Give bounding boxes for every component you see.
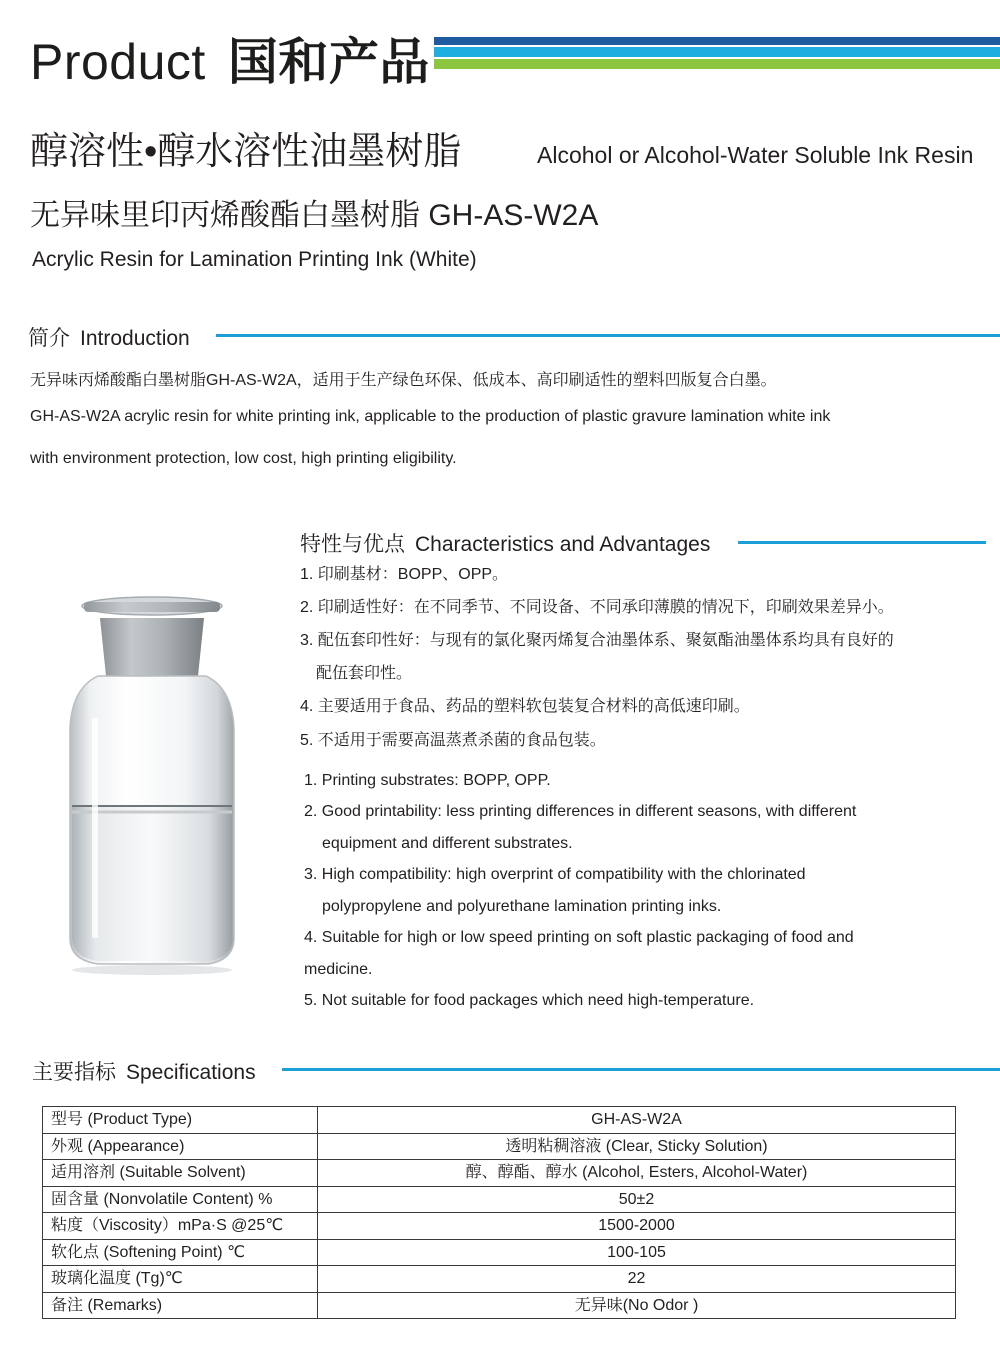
intro-text-en-2: with environment protection, low cost, high printing eligibility.: [30, 450, 457, 467]
table-row: [43, 1107, 956, 1134]
spec-key: 玻璃化温度 (Tg)℃: [43, 1266, 318, 1293]
spec-value: GH-AS-W2A: [318, 1107, 956, 1134]
feature-en-line: 3. High compatibility: high overprint of compatibility with the chlorinated: [304, 866, 806, 883]
specs-heading: [32, 1056, 256, 1086]
table-row: [43, 1186, 956, 1213]
specs-heading-rule: [282, 1068, 1000, 1071]
intro-heading-en: Introduction: [80, 327, 190, 350]
product-name-en: Acrylic Resin for Lamination Printing Ink (White): [32, 248, 477, 271]
spec-value: 醇、醇酯、醇水 (Alcohol, Esters, Alcohol-Water): [318, 1160, 956, 1187]
features-heading-rule: [738, 541, 986, 544]
spec-key: 备注 (Remarks): [43, 1292, 318, 1319]
feature-en-line: 2. Good printability: less printing differences in different seasons, with different: [304, 803, 857, 820]
table-row: [43, 1213, 956, 1240]
category-cn: 醇溶性•醇水溶性油墨树脂: [30, 131, 462, 173]
feature-cn-line: 1. 印刷基材：BOPP、OPP。: [300, 566, 509, 583]
table-row: [43, 1133, 956, 1160]
feature-cn-line: 5. 不适用于需要高温蒸煮杀菌的食品包装。: [300, 732, 606, 749]
feature-en-line: 4. Suitable for high or low speed printing on soft plastic packaging of food and: [304, 929, 854, 946]
intro-heading-cn: 简介: [28, 327, 70, 350]
table-row: [43, 1160, 956, 1187]
title-cn: 国和产品: [227, 34, 430, 90]
feature-cn-line: 4. 主要适用于食品、药品的塑料软包装复合材料的高低速印刷。: [300, 698, 750, 715]
header-stripe-green: [434, 59, 1000, 69]
features-heading-cn: 特性与优点: [300, 533, 405, 556]
feature-cn-line: 2. 印刷适性好：在不同季节、不同设备、不同承印薄膜的情况下，印刷效果差异小。: [300, 599, 894, 616]
bottle-illustration: [58, 588, 248, 978]
page-title: [30, 22, 430, 94]
features-heading: [300, 528, 710, 558]
table-row: [43, 1266, 956, 1293]
specs-table: [42, 1106, 956, 1319]
spec-key: 外观 (Appearance): [43, 1133, 318, 1160]
spec-value: 50±2: [318, 1186, 956, 1213]
intro-text-cn: 无异味丙烯酸酯白墨树脂GH-AS-W2A，适用于生产绿色环保、低成本、高印刷适性的塑料凹版复合白墨。: [30, 372, 777, 389]
spec-value: 22: [318, 1266, 956, 1293]
spec-value: 1500-2000: [318, 1213, 956, 1240]
spec-value: 100-105: [318, 1239, 956, 1266]
feature-en-line: equipment and different substrates.: [322, 835, 573, 852]
intro-heading-rule: [216, 334, 1000, 337]
category-en: Alcohol or Alcohol-Water Soluble Ink Resin: [537, 142, 974, 168]
spec-key: 软化点 (Softening Point) ℃: [43, 1239, 318, 1266]
feature-cn-line: 配伍套印性。: [316, 665, 413, 682]
spec-key: 适用溶剂 (Suitable Solvent): [43, 1160, 318, 1187]
product-name-cn: 无异味里印丙烯酸酯白墨树脂 GH-AS-W2A: [30, 199, 599, 232]
table-row: [43, 1239, 956, 1266]
header-stripe-blue: [434, 37, 1000, 45]
feature-en-line: 5. Not suitable for food packages which need high-temperature.: [304, 992, 755, 1009]
table-row: [43, 1292, 956, 1319]
feature-en-line: polypropylene and polyurethane lamination printing inks.: [322, 898, 722, 915]
specs-heading-en: Specifications: [126, 1061, 256, 1084]
feature-cn-line: 3. 配伍套印性好：与现有的氯化聚丙烯复合油墨体系、聚氨酯油墨体系均具有良好的: [300, 632, 894, 649]
spec-key: 粘度（Viscosity）mPa·S @25℃: [43, 1213, 318, 1240]
header-stripe-cyan: [434, 47, 1000, 57]
intro-heading: [28, 322, 190, 352]
feature-en-line: medicine.: [304, 961, 373, 978]
features-heading-en: Characteristics and Advantages: [415, 533, 711, 556]
spec-value: 无异味(No Odor ): [318, 1292, 956, 1319]
spec-value: 透明粘稠溶液 (Clear, Sticky Solution): [318, 1133, 956, 1160]
spec-key: 型号 (Product Type): [43, 1107, 318, 1134]
spec-key: 固含量 (Nonvolatile Content) %: [43, 1186, 318, 1213]
intro-text-en-1: GH-AS-W2A acrylic resin for white printing ink, applicable to the production of plastic gravure lamination white ink: [30, 408, 831, 425]
title-en: Product: [30, 34, 206, 90]
feature-en-line: 1. Printing substrates: BOPP, OPP.: [304, 772, 551, 789]
specs-heading-cn: 主要指标: [32, 1061, 116, 1084]
